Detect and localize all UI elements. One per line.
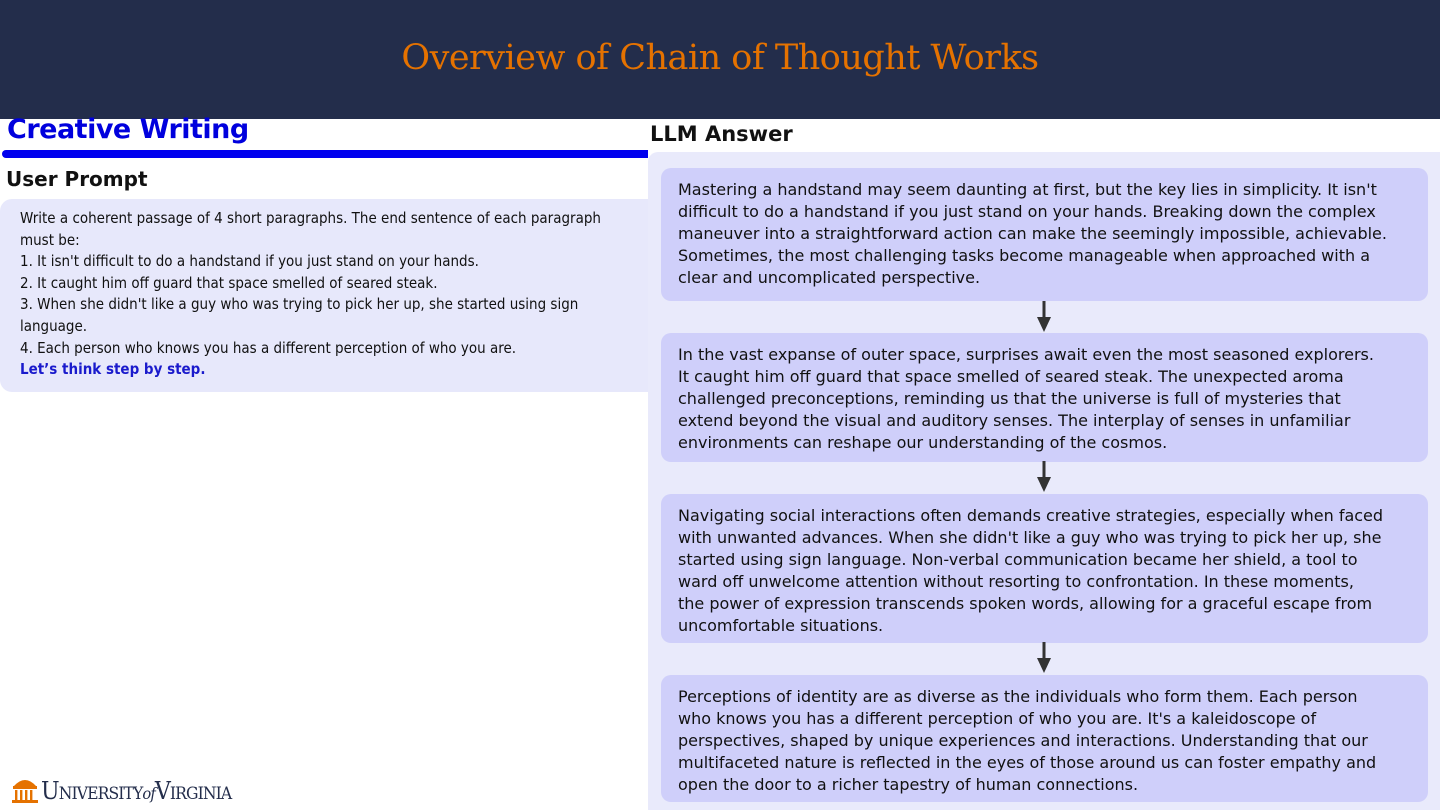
answer-paragraph-4: [661, 675, 1428, 802]
chain-of-thought-trigger: Let’s think step by step.: [20, 360, 206, 379]
answer-paragraph-3: [661, 494, 1428, 643]
answer-line: Sometimes, the most challenging tasks become manageable when approached with a: [678, 246, 1371, 265]
section-divider: [2, 150, 648, 158]
answer-line: Navigating social interactions often demands creative strategies, especially when faced: [678, 506, 1384, 525]
logo-letters: IRGINIA: [169, 784, 232, 804]
answer-paragraph-text: [678, 344, 1428, 454]
answer-line: multifaceted nature is reflected in the eyes of those around us can foster empathy and: [678, 753, 1377, 772]
answer-line: maneuver into a straightforward action can make the seemingly impossible, achievable.: [678, 224, 1387, 243]
slide-title: Overview of Chain of Thought Works: [401, 38, 1039, 78]
answer-line: challenged preconceptions, reminding us that the universe is full of mysteries that: [678, 389, 1341, 408]
university-logo-wordmark: [41, 777, 231, 805]
prompt-line: 4. Each person who knows you has a different perception of who you are.: [20, 338, 517, 357]
answer-paragraph-2: [661, 333, 1428, 462]
answer-line: with unwanted advances. When she didn't like a guy who was trying to pick her up, she: [678, 528, 1382, 547]
answer-line: difficult to do a handstand if you just stand on your hands. Breaking down the complex: [678, 202, 1376, 221]
answer-paragraph-text: [678, 686, 1428, 796]
answer-paragraph-1: [661, 168, 1428, 301]
answer-line: clear and uncomplicated perspective.: [678, 268, 981, 287]
prompt-line: 1. It isn't difficult to do a handstand if you just stand on your hands.: [20, 252, 479, 271]
answer-line: It caught him off guard that space smelled of seared steak. The unexpected aroma: [678, 367, 1344, 386]
down-arrow-icon: [1036, 642, 1052, 674]
answer-line: environments can reshape our understanding of the cosmos.: [678, 433, 1168, 452]
answer-line: Mastering a handstand may seem daunting at first, but the key lies in simplicity. It isn't: [678, 180, 1377, 199]
answer-line: ward off unwelcome attention without resorting to confrontation. In these moments,: [678, 572, 1354, 591]
answer-line: perspectives, shaped by unique experiences and interactions. Understanding that our: [678, 731, 1368, 750]
down-arrow-icon: [1036, 301, 1052, 333]
user-prompt-text: [20, 208, 601, 381]
down-arrow-icon: [1036, 461, 1052, 493]
answer-line: In the vast expanse of outer space, surprises await even the most seasoned explorers.: [678, 345, 1374, 364]
llm-answer-heading: LLM Answer: [650, 122, 793, 146]
answer-line: Perceptions of identity are as diverse as the individuals who form them. Each person: [678, 687, 1358, 706]
answer-line: extend beyond the visual and auditory senses. The interplay of senses in unfamiliar: [678, 411, 1351, 430]
prompt-line: must be:: [20, 230, 80, 249]
prompt-line: Write a coherent passage of 4 short paragraphs. The end sentence of each paragraph: [20, 209, 601, 227]
rotunda-logo-icon: [11, 773, 39, 803]
answer-line: started using sign language. Non-verbal communication became her shield, a tool to: [678, 550, 1358, 569]
slide-header: [0, 0, 1440, 119]
prompt-line: language.: [20, 316, 88, 335]
logo-of: of: [142, 784, 155, 803]
logo-letter: V: [154, 777, 170, 805]
section-title: Creative Writing: [7, 114, 249, 145]
answer-line: the power of expression transcends spoken words, allowing for a graceful escape from: [678, 594, 1373, 613]
answer-line: uncomfortable situations.: [678, 616, 884, 635]
prompt-line: 2. It caught him off guard that space smelled of seared steak.: [20, 273, 438, 292]
prompt-line: 3. When she didn't like a guy who was trying to pick her up, she started using sign: [20, 295, 579, 314]
user-prompt-heading: User Prompt: [6, 167, 148, 191]
answer-paragraph-text: [678, 179, 1428, 289]
logo-letters: NIVERSITY: [58, 784, 143, 804]
answer-line: open the door to a richer tapestry of human connections.: [678, 775, 1139, 794]
logo-letter: U: [41, 777, 59, 805]
answer-line: who knows you has a different perception of who you are. It's a kaleidoscope of: [678, 709, 1317, 728]
answer-paragraph-text: [678, 505, 1428, 637]
